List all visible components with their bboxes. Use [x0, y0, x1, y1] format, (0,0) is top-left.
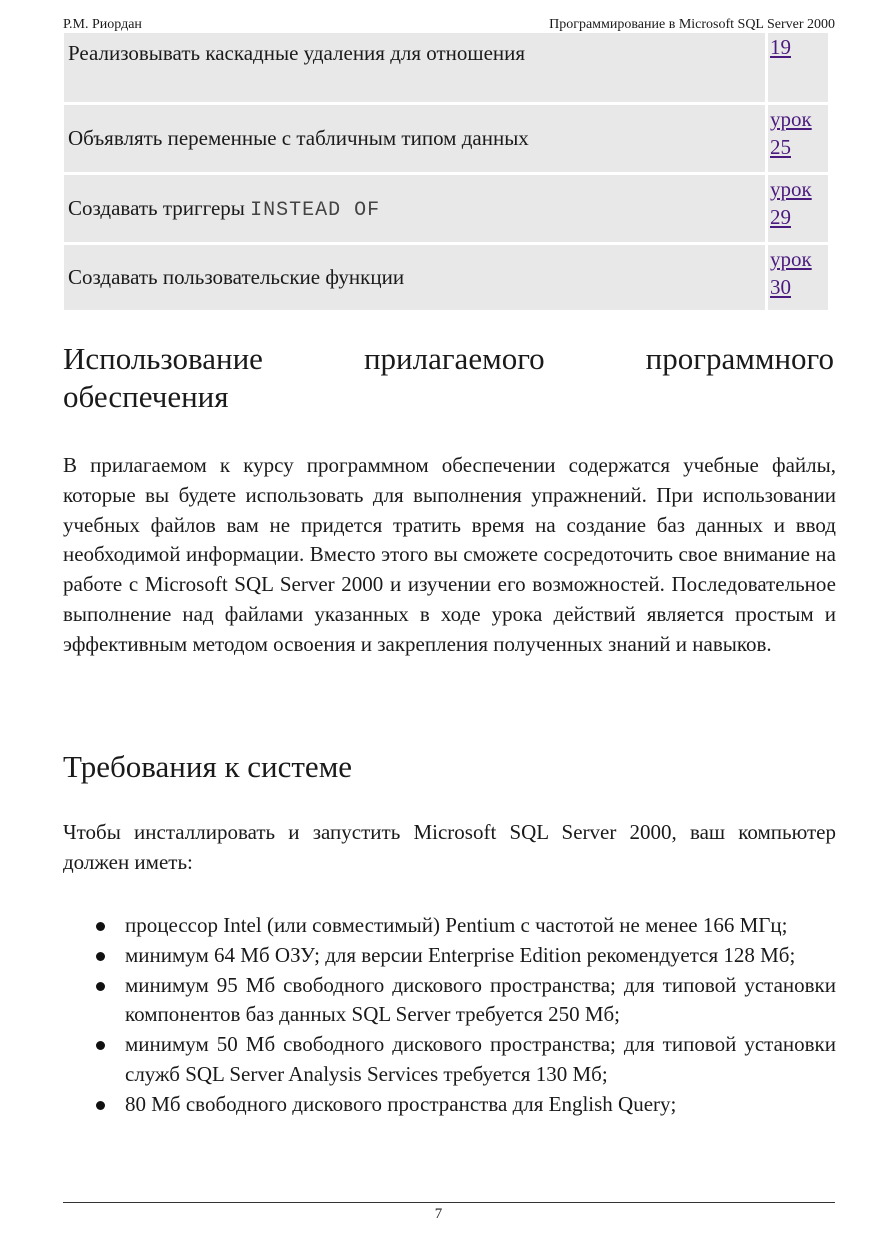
- lesson-link[interactable]: [768, 245, 828, 310]
- lessons-table: [61, 30, 831, 313]
- lesson-word[interactable]: урок: [770, 107, 812, 131]
- table-row: [64, 105, 828, 172]
- list-item: минимум 64 Мб ОЗУ; для версии Enterprise Edition рекомендуется 128 Мб;: [63, 941, 836, 971]
- bullet-icon: [96, 1041, 105, 1050]
- bullet-icon: [96, 952, 105, 961]
- lesson-link[interactable]: [768, 33, 828, 102]
- table-row: [64, 175, 828, 242]
- lesson-number[interactable]: 30: [770, 275, 791, 299]
- footer-divider: [63, 1202, 835, 1203]
- requirements-list: [63, 911, 836, 1120]
- table-row: [64, 245, 828, 310]
- task-cell: Создавать пользовательские функции: [64, 245, 765, 310]
- software-heading: Использование прилагаемого программного обеспечения: [63, 341, 834, 414]
- task-cell: Объявлять переменные с табличным типом данных: [64, 105, 765, 172]
- header-book-title: Программирование в Microsoft SQL Server 2000: [549, 17, 835, 32]
- lesson-link[interactable]: [768, 105, 828, 172]
- lesson-link[interactable]: [768, 175, 828, 242]
- header-author: Р.М. Риордан: [63, 17, 142, 32]
- requirements-intro: Чтобы инсталлировать и запустить Microsoft SQL Server 2000, ваш компьютер должен иметь:: [63, 820, 836, 874]
- list-item: минимум 50 Мб свободного дискового пространства; для типовой установки служб SQL Server Analysis Services требуется 130 Мб;: [63, 1030, 836, 1090]
- lesson-word[interactable]: урок: [770, 247, 812, 271]
- lesson-word[interactable]: урок: [770, 177, 812, 201]
- code-keyword: INSTEAD OF: [250, 198, 381, 222]
- list-item: процессор Intel (или совместимый) Pentium с частотой не менее 166 МГц;: [63, 911, 836, 941]
- table-row: [64, 33, 828, 102]
- bullet-icon: [96, 1101, 105, 1110]
- requirements-heading: Требования к системе: [63, 749, 353, 784]
- list-item: 80 Мб свободного дискового пространства для English Query;: [63, 1090, 836, 1120]
- lesson-number[interactable]: 29: [770, 205, 791, 229]
- lesson-number[interactable]: 19: [770, 35, 791, 59]
- task-cell: Реализовывать каскадные удаления для отношения: [64, 33, 765, 102]
- bullet-icon: [96, 982, 105, 991]
- list-item: минимум 95 Мб свободного дискового пространства; для типовой установки компонентов баз данных SQL Server требуется 250 Мб;: [63, 971, 836, 1031]
- lesson-number[interactable]: 25: [770, 135, 791, 159]
- task-cell: Создавать триггеры INSTEAD OF: [64, 175, 765, 242]
- software-paragraph: В прилагаемом к курсу программном обеспечении содержатся учебные файлы, которые вы будете использовать для выполнения упражнений. При использовании учебных файлов вам не придется тратить время на создание баз данных и ввод необходимой информации. Вместо этого вы сможете сосредоточить свое внимание на работе с Microsoft SQL Server 2000 и изучении его возможностей. Последовательное выполнение над файлами указанных в ходе урока действий является простым и эффективным методом освоения и закрепления полученных знаний и навыков.: [63, 453, 836, 656]
- page-number: 7: [434, 1206, 443, 1222]
- bullet-icon: [96, 922, 105, 931]
